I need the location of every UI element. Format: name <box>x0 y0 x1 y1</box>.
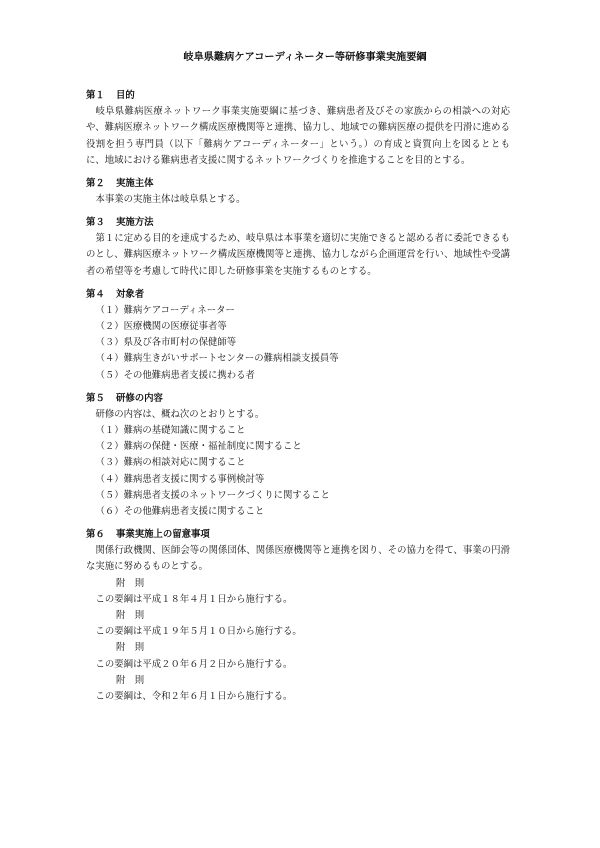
document-title: 岐阜県難病ケアコーディネーター等研修事業実施要綱 <box>183 52 427 63</box>
list-item: （３）難病の相談対応に関すること <box>95 457 246 469</box>
section-content <box>86 391 510 520</box>
section-title: 研修の内容 <box>116 392 163 404</box>
list-item: （３）県及び各市町村の保健師等 <box>95 337 237 349</box>
section-heading <box>86 391 510 407</box>
list-item: （１）難病ケアコーディネーター <box>95 304 235 316</box>
list-item: （２）難病の保健・医療・福祉制度に関すること <box>95 441 302 453</box>
supplementary-label: 附 則 <box>116 577 145 589</box>
list-item: （５）その他難病患者支援に携わる者 <box>95 369 255 381</box>
section-body: 岐阜県難病医療ネットワーク事業実施要綱に基づき、難病患者及びその家族からの相談への対応や、難病医療ネットワーク構成医療機関等と連携、協力し、地域での難病医療の提供を円滑に進める役割を担う専門員（以下「難病ケアコーディネーター」という。）の育成と資質向上を図るとともに、地域における難病患者支援に関するネットワークづくりを推進することを目的とする。 <box>86 106 510 166</box>
supplementary-label: 附 則 <box>116 674 145 686</box>
section-body: 研修の内容は、概ね次のとおりとする。 <box>95 408 265 420</box>
content-list <box>86 423 510 520</box>
section-title: 目的 <box>116 90 135 102</box>
section-number: 第５ <box>86 392 105 404</box>
section-number: 第２ <box>86 178 105 190</box>
list-item: （２）医療機関の医療従事者等 <box>95 321 227 333</box>
enactment-text: この要綱は平成１８年４月１日から施行する。 <box>95 593 293 605</box>
enactment-text: この要綱は、令和２年６月１日から施行する。 <box>95 691 293 703</box>
section-notes <box>86 527 510 705</box>
section-number: 第４ <box>86 288 105 300</box>
supplementary-label: 附 則 <box>116 610 145 622</box>
list-item: （５）難病患者支援のネットワークづくりに関すること <box>95 489 330 501</box>
section-target <box>86 287 510 384</box>
section-number: 第６ <box>86 529 105 541</box>
section-title: 対象者 <box>116 288 145 300</box>
section-title: 実施主体 <box>116 178 154 190</box>
list-item: （４）難病生きがいサポートセンターの難病相談支援員等 <box>95 353 339 365</box>
section-implementer <box>86 176 510 208</box>
list-item: （１）難病の基礎知識に関すること <box>95 425 246 437</box>
enactment-text: この要綱は平成１９年５月１０日から施行する。 <box>95 626 302 638</box>
section-body: 本事業の実施主体は岐阜県とする。 <box>95 194 246 206</box>
enactment-text: この要綱は平成２０年６月２日から施行する。 <box>95 658 293 670</box>
section-title: 事業実施上の留意事項 <box>116 529 210 541</box>
supplementary-provisions <box>86 576 510 706</box>
section-heading <box>86 215 510 231</box>
section-heading <box>86 527 510 543</box>
section-title: 実施方法 <box>116 217 154 229</box>
section-heading <box>86 287 510 303</box>
list-item: （６）その他難病患者支援に関すること <box>95 506 265 518</box>
section-purpose <box>86 88 510 169</box>
list-item: （４）難病患者支援に関する事例検討等 <box>95 473 265 485</box>
section-body: 関係行政機関、医師会等の関係団体、関係医療機関等と連携を図り、その協力を得て、事業の円滑な実施に努めるものとする。 <box>86 545 510 573</box>
section-number: 第１ <box>86 90 105 102</box>
section-body: 第１に定める目的を達成するため、岐阜県は本事業を適切に実施できると認める者に委託できるものとし、難病医療ネットワーク構成医療機関等と連携、協力しながら企画運営を行い、地域性や受講者の希望等を考慮して時代に即した研修事業を実施するものとする。 <box>86 233 510 277</box>
section-number: 第３ <box>86 217 105 229</box>
target-list <box>86 303 510 384</box>
section-method <box>86 215 510 280</box>
section-heading <box>86 88 510 104</box>
section-heading <box>86 176 510 192</box>
supplementary-label: 附 則 <box>116 642 145 654</box>
